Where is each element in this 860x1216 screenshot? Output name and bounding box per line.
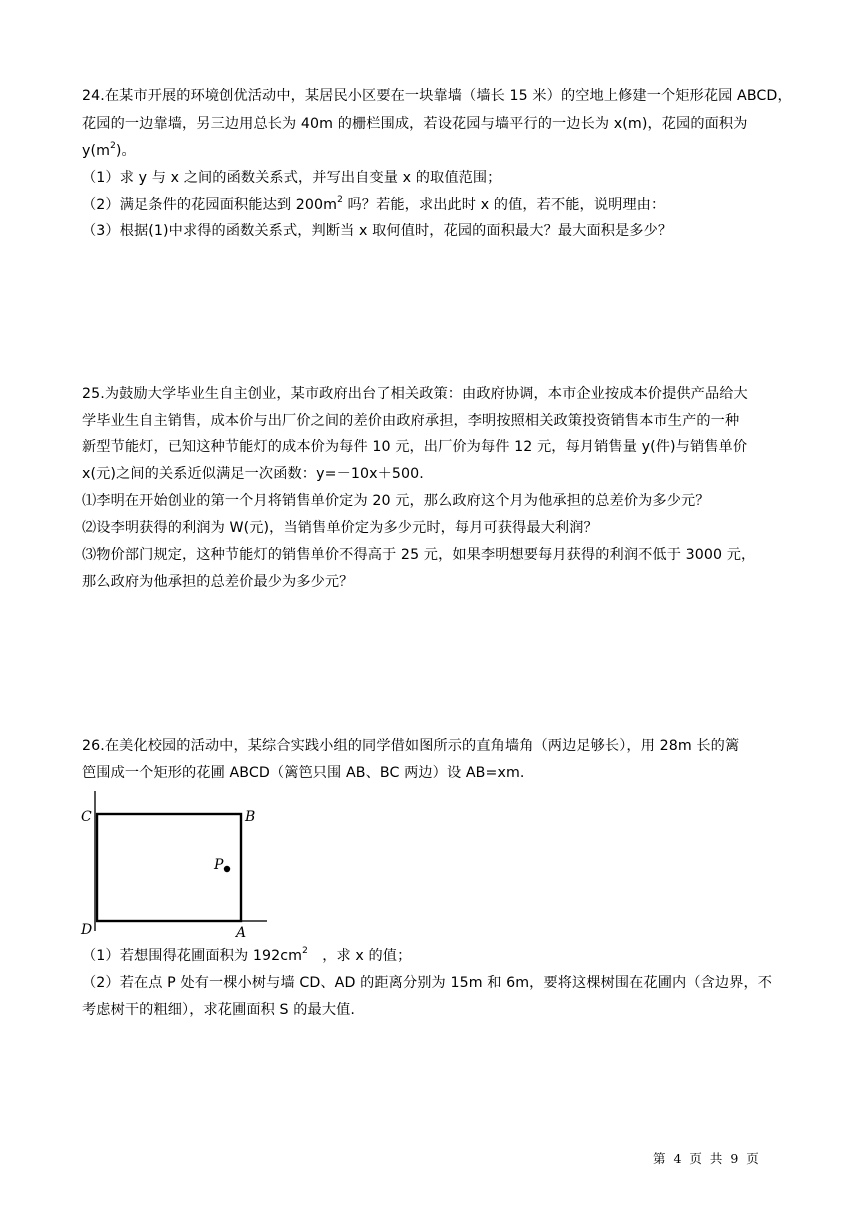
problem-24-question-2-sup: 2 (337, 195, 343, 206)
problem-24-line-2: 花园的一边靠墙，另三边用总长为 40m 的栅栏围成，若设花园与墙平行的一边长为 x(m)，花园的面积为 (82, 116, 748, 132)
problem-24-line-3 (82, 141, 136, 161)
problem-24-line-3-pre: y(m (82, 143, 111, 159)
problem-24-question-3: （3）根据(1)中求得的函数关系式，判断当 x 取何值时，花园的面积最大？最大面积是多少？ (82, 223, 673, 239)
label-b: B (245, 809, 256, 825)
problem-25-line-2: 学毕业生自主销售，成本价与出厂价之间的差价由政府承担，李明按照相关政策投资销售本市生产的一种 (82, 413, 740, 429)
problem-25-line-4: x(元)之间的关系近似满足一次函数：y=－10x＋500. (82, 466, 424, 482)
garden-diagram (79, 791, 269, 938)
problem-26-question-2a: （2）若在点 P 处有一棵小树与墙 CD、AD 的距离分别为 15m 和 6m，要将这棵树围在花圃内（含边界，不 (82, 975, 773, 991)
problem-26-question-1 (82, 946, 411, 966)
problem-26-line-1: 26.在美化校园的活动中，某综合实践小组的同学借如图所示的直角墙角（两边足够长），用 28m 长的篱 (82, 738, 740, 754)
problem-24-question-2 (82, 195, 665, 215)
problem-26-line-2: 笆围成一个矩形的花圃 ABCD（篱笆只围 AB、BC 两边）设 AB=xm. (82, 765, 525, 781)
problem-24-line-1: 24.在某市开展的环境创优活动中，某居民小区要在一块靠墙（墙长 15 米）的空地上修建一个矩形花园 ABCD， (82, 88, 792, 104)
label-a: A (236, 925, 247, 938)
problem-26-question-1-pre: （1）若想围得花圃面积为 192cm (82, 948, 303, 964)
problem-25-question-3b: 那么政府为他承担的总差价最少为多少元？ (82, 574, 354, 590)
problem-24-question-2-post: 吗？若能，求出此时 x 的值，若不能，说明理由： (342, 197, 666, 213)
page-number: 第 4 页 共 9 页 (653, 1151, 761, 1166)
problem-25-line-3: 新型节能灯，已知这种节能灯的成本价为每件 10 元，出厂价为每件 12 元，每月销售量 y(件)与销售单价 (82, 439, 748, 455)
problem-24-line-3-sup: 2 (110, 141, 116, 152)
garden-diagram-svg (79, 791, 269, 938)
problem-25-line-1: 25.为鼓励大学毕业生自主创业，某市政府出台了相关政策：由政府协调，本市企业按成本价提供产品给大 (82, 386, 748, 402)
problem-26-question-1-sup: 2 (302, 946, 308, 957)
problem-26-question-2b: 考虑树干的粗细），求花圃面积 S 的最大值. (82, 1002, 356, 1018)
label-p: P (214, 857, 224, 873)
problem-25-question-3a: ⑶物价部门规定，这种节能灯的销售单价不得高于 25 元，如果李明想要每月获得的利润不低于 3000 元， (82, 547, 756, 563)
problem-24-question-2-pre: （2）满足条件的花园面积能达到 200m (82, 197, 338, 213)
point-p (224, 866, 230, 872)
problem-24-line-3-post: )。 (115, 143, 136, 159)
label-d: D (81, 922, 93, 938)
problem-25-question-1: ⑴李明在开始创业的第一个月将销售单价定为 20 元，那么政府这个月为他承担的总差价为多少元？ (82, 493, 710, 509)
problem-26-question-1-post: ，求 x 的值； (307, 948, 412, 964)
label-c: C (81, 809, 92, 825)
problem-25-question-2: ⑵设李明获得的利润为 W(元)，当销售单价定为多少元时，每月可获得最大利润？ (82, 520, 598, 536)
problem-24-question-1: （1）求 y 与 x 之间的函数关系式，并写出自变量 x 的取值范围； (82, 170, 502, 186)
